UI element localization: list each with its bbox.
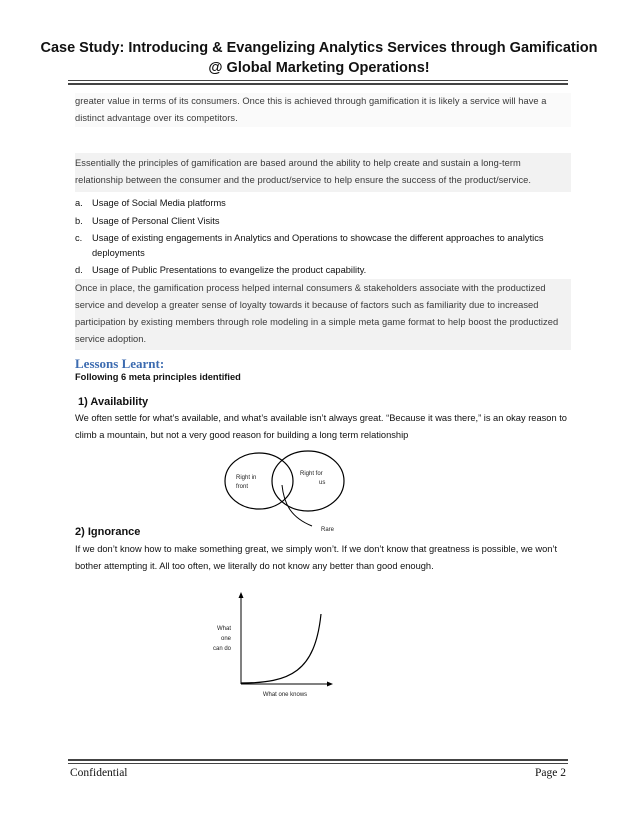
list-item-text: Usage of Social Media platforms xyxy=(92,198,226,208)
growth-curve xyxy=(241,614,321,683)
ignorance-text: If we don’t know how to make something great, we simply won’t. If we don’t know that greatness is possible, we won’t bother attempting it. All too often, we literally do not know any better than good enough. xyxy=(75,544,558,571)
list-item xyxy=(75,231,565,260)
list-marker: d. xyxy=(75,265,83,275)
result-paragraph: Once in place, the gamification process helped internal consumers & stakeholders associate with the productized service and develop a greater sense of loyalty towards it because of factors such as familiarity due to increased participation by existing members through role modeling in a simple meta game format to help boost the productized service adoption. xyxy=(75,279,571,350)
y-axis-label-1: What xyxy=(216,626,231,632)
venn-circle-right xyxy=(272,451,344,511)
lessons-subheading: Following 6 meta principles identified xyxy=(75,372,241,382)
footer-rule xyxy=(68,763,568,764)
x-axis-label: What one knows xyxy=(262,692,308,698)
principles-paragraph: Essentially the principles of gamification are based around the ability to help create and sustain a long-term relationship between the consumer and the product/service to help ensure the success of the product/service. xyxy=(75,153,571,192)
list-marker: c. xyxy=(75,233,83,243)
footer-rule-thick xyxy=(68,759,568,761)
header-title-line-1: Case Study: Introducing & Evangelizing Analytics Services through Gamification xyxy=(40,40,598,56)
y-axis-arrow-icon xyxy=(239,592,244,598)
y-axis-label-2: one xyxy=(220,636,231,642)
list-item xyxy=(75,196,565,211)
intro-paragraph: greater value in terms of its consumers. Once this is achieved through gamification it is likely a service will have a distinct advantage over its competitors. xyxy=(75,93,571,127)
list-item-text: Usage of Public Presentations to evangelize the product capability. xyxy=(92,265,367,275)
approach-list xyxy=(75,196,565,281)
availability-text: We often settle for what’s available, and what’s available isn’t always great. “Because it was there,” is an okay reason to climb a mountain, but not a very good reason for building a long term relationship xyxy=(75,413,567,440)
venn-circle-left xyxy=(225,453,293,509)
venn-diagram xyxy=(224,450,354,540)
footer-page-number: Page 2 xyxy=(535,767,566,779)
header-rule xyxy=(68,80,568,81)
list-marker: a. xyxy=(75,198,83,208)
page-header xyxy=(40,38,598,78)
header-rule-thick xyxy=(68,83,568,85)
venn-right-label-1: Right for xyxy=(300,471,323,477)
venn-left-label-2: front xyxy=(236,484,249,490)
list-item-text: Usage of Personal Client Visits xyxy=(92,215,220,226)
y-axis-label-3: can do xyxy=(212,646,231,652)
ignorance-heading: 2) Ignorance xyxy=(75,526,141,538)
list-marker: b. xyxy=(75,215,83,226)
knowledge-graph xyxy=(195,592,345,702)
lessons-heading: Lessons Learnt: xyxy=(75,356,165,371)
venn-arrow-label: Rare xyxy=(321,527,335,533)
list-item-text: Usage of existing engagements in Analytics and Operations to showcase the different approaches to analytics deployments xyxy=(92,233,544,258)
list-item xyxy=(75,263,565,278)
availability-heading: 1) Availability xyxy=(78,396,149,408)
venn-right-label-2: us xyxy=(319,480,326,486)
list-item xyxy=(75,214,565,229)
footer-confidential: Confidential xyxy=(70,767,128,779)
header-title-line-2: @ Global Marketing Operations! xyxy=(208,60,430,76)
venn-left-label-1: Right in xyxy=(236,475,257,481)
x-axis-arrow-icon xyxy=(327,682,333,687)
